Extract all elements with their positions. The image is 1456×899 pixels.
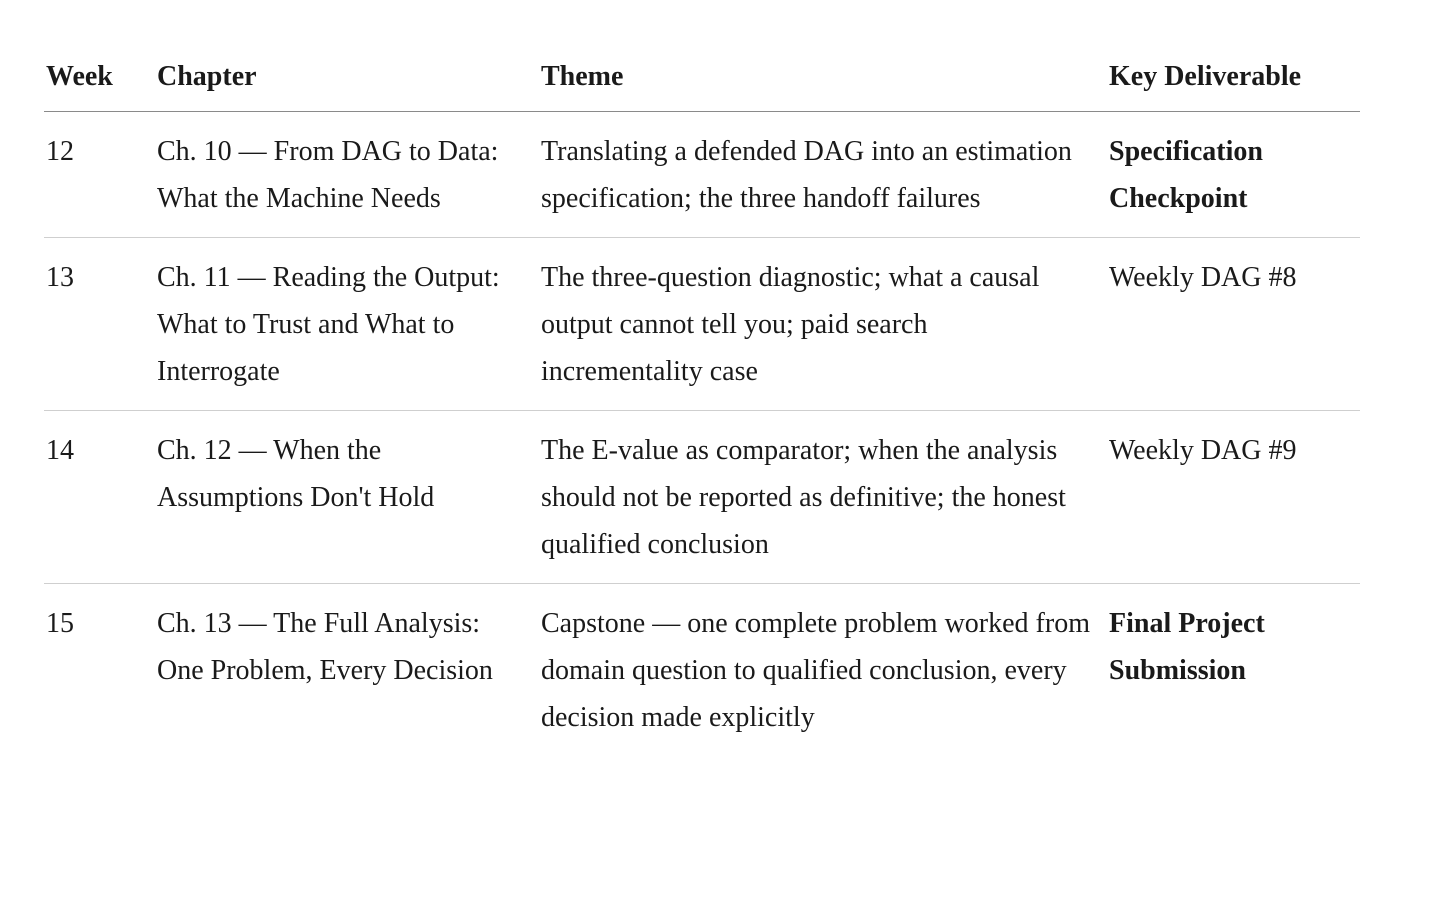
- header-row: [44, 42, 1360, 112]
- table-header: [44, 42, 1360, 112]
- cell-week: 14: [44, 411, 155, 584]
- table-row: [44, 411, 1360, 584]
- header-chapter: Chapter: [155, 42, 539, 112]
- header-theme: Theme: [539, 42, 1107, 112]
- course-schedule-table: [44, 42, 1360, 756]
- cell-theme: The E-value as comparator; when the analysis should not be reported as definitive; the honest qualified conclusion: [539, 411, 1107, 584]
- table-row: [44, 238, 1360, 411]
- cell-week: 12: [44, 112, 155, 238]
- header-key-deliverable: Key Deliverable: [1107, 42, 1360, 112]
- cell-chapter: Ch. 13 — The Full Analysis: One Problem, Every Decision: [157, 608, 493, 686]
- cell-theme: The three-question diagnostic; what a causal output cannot tell you; paid search incrementality case: [539, 238, 1107, 411]
- cell-chapter: Ch. 11 — Reading the Output: What to Trust and What to Interrogate: [155, 238, 539, 411]
- cell-theme: Translating a defended DAG into an estimation specification; the three handoff failures: [539, 112, 1107, 238]
- table-row: [44, 112, 1360, 238]
- cell-deliverable: Specification Checkpoint: [1107, 112, 1360, 238]
- cell-week: 13: [44, 238, 155, 411]
- header-week: Week: [44, 42, 155, 112]
- cell-theme: Capstone — one complete problem worked from domain question to qualified conclusion, every decision made explicitly: [541, 608, 1090, 733]
- cell-deliverable: Weekly DAG #9: [1107, 411, 1360, 584]
- cell-deliverable: Weekly DAG #8: [1107, 238, 1360, 411]
- table-body: [44, 112, 1360, 757]
- cell-week: 15: [46, 608, 74, 639]
- table-row: [44, 584, 1360, 757]
- cell-chapter: Ch. 10 — From DAG to Data: What the Machine Needs: [155, 112, 539, 238]
- cell-deliverable: Final Project Submission: [1109, 608, 1265, 686]
- cell-chapter: Ch. 12 — When the Assumptions Don't Hold: [155, 411, 539, 584]
